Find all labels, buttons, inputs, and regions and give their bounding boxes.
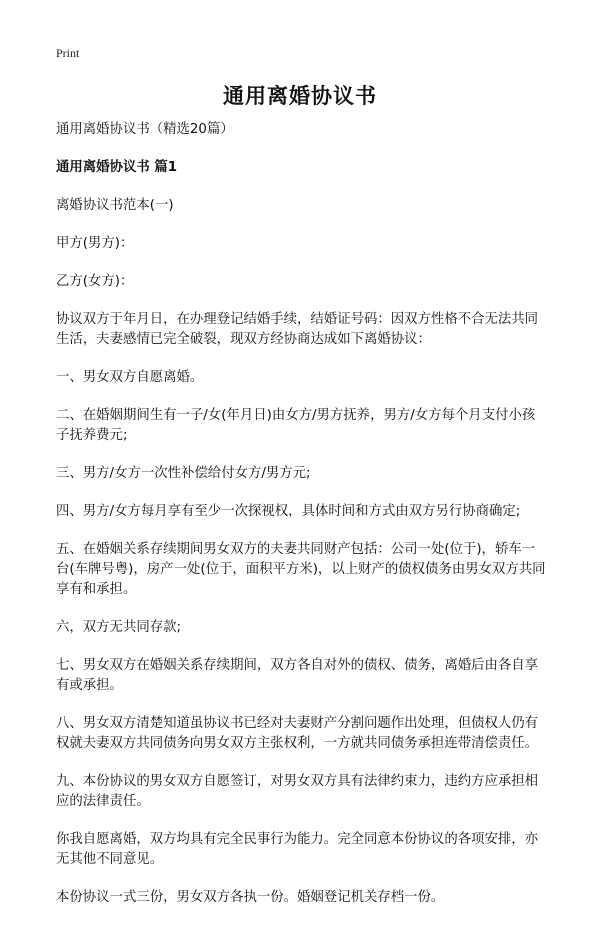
paragraph: 你我自愿离婚，双方均具有完全民事行为能力。完全同意本份协议的各项安排，亦无其他不同意见。 [56, 832, 539, 867]
paragraph: 五、在婚姻关系存续期间男女双方的夫妻共同财产包括：公司一处(位于)，轿车一台(车牌号粤)，房产一处(位于，面积平方米)，以上财产的债权债务由男女双方共同享有和承担。 [56, 542, 546, 597]
paragraph: 八、男女双方清楚知道虽协议书已经对夫妻财产分割问题作出处理，但债权人仍有权就夫妻双方共同债务向男女双方主张权利，一方就共同债务承担连带清偿责任。 [56, 716, 539, 751]
paragraph: 本份协议一式三份，男女双方各执一份。婚姻登记机关存档一份。 [56, 890, 445, 905]
paragraph: 六，双方无共同存款; [56, 620, 182, 635]
paragraph: 甲方(男方)： [56, 236, 134, 251]
paragraph: 九、本份协议的男女双方自愿签订，对男女双方具有法律约束力，违约方应承担相应的法律责任。 [56, 774, 539, 809]
paragraph: 七、男女双方在婚姻关系存续期间，双方各自对外的债权、债务，离婚后由各自享有或承担。 [56, 658, 539, 693]
section-heading: 通用离婚协议书 篇1 [56, 160, 178, 175]
paragraph: 协议双方于年月日，在办理登记结婚手续，结婚证号码：因双方性格不合无法共同生活，夫妻感情已完全破裂，现双方经协商达成如下离婚协议： [56, 312, 539, 347]
paragraph: 一、男女双方自愿离婚。 [56, 370, 204, 385]
paragraph: 二、在婚姻期间生有一子/女(年月日)由女方/男方抚养，男方/女方每个月支付小孩子抚养费元; [56, 408, 536, 443]
paragraph: 离婚协议书范本(一) [56, 198, 174, 213]
document-body [56, 120, 548, 926]
document-title: 通用离婚协议书 [223, 84, 377, 108]
paragraph: 乙方(女方)： [56, 274, 134, 289]
print-link[interactable]: Print [56, 46, 80, 60]
paragraph: 四、男方/女方每月享有至少一次探视权，具体时间和方式由双方另行协商确定; [56, 504, 521, 519]
document-subtitle: 通用离婚协议书（精选20篇） [56, 122, 234, 137]
paragraph: 三、男方/女方一次性补偿给付女方/男方元; [56, 466, 311, 481]
